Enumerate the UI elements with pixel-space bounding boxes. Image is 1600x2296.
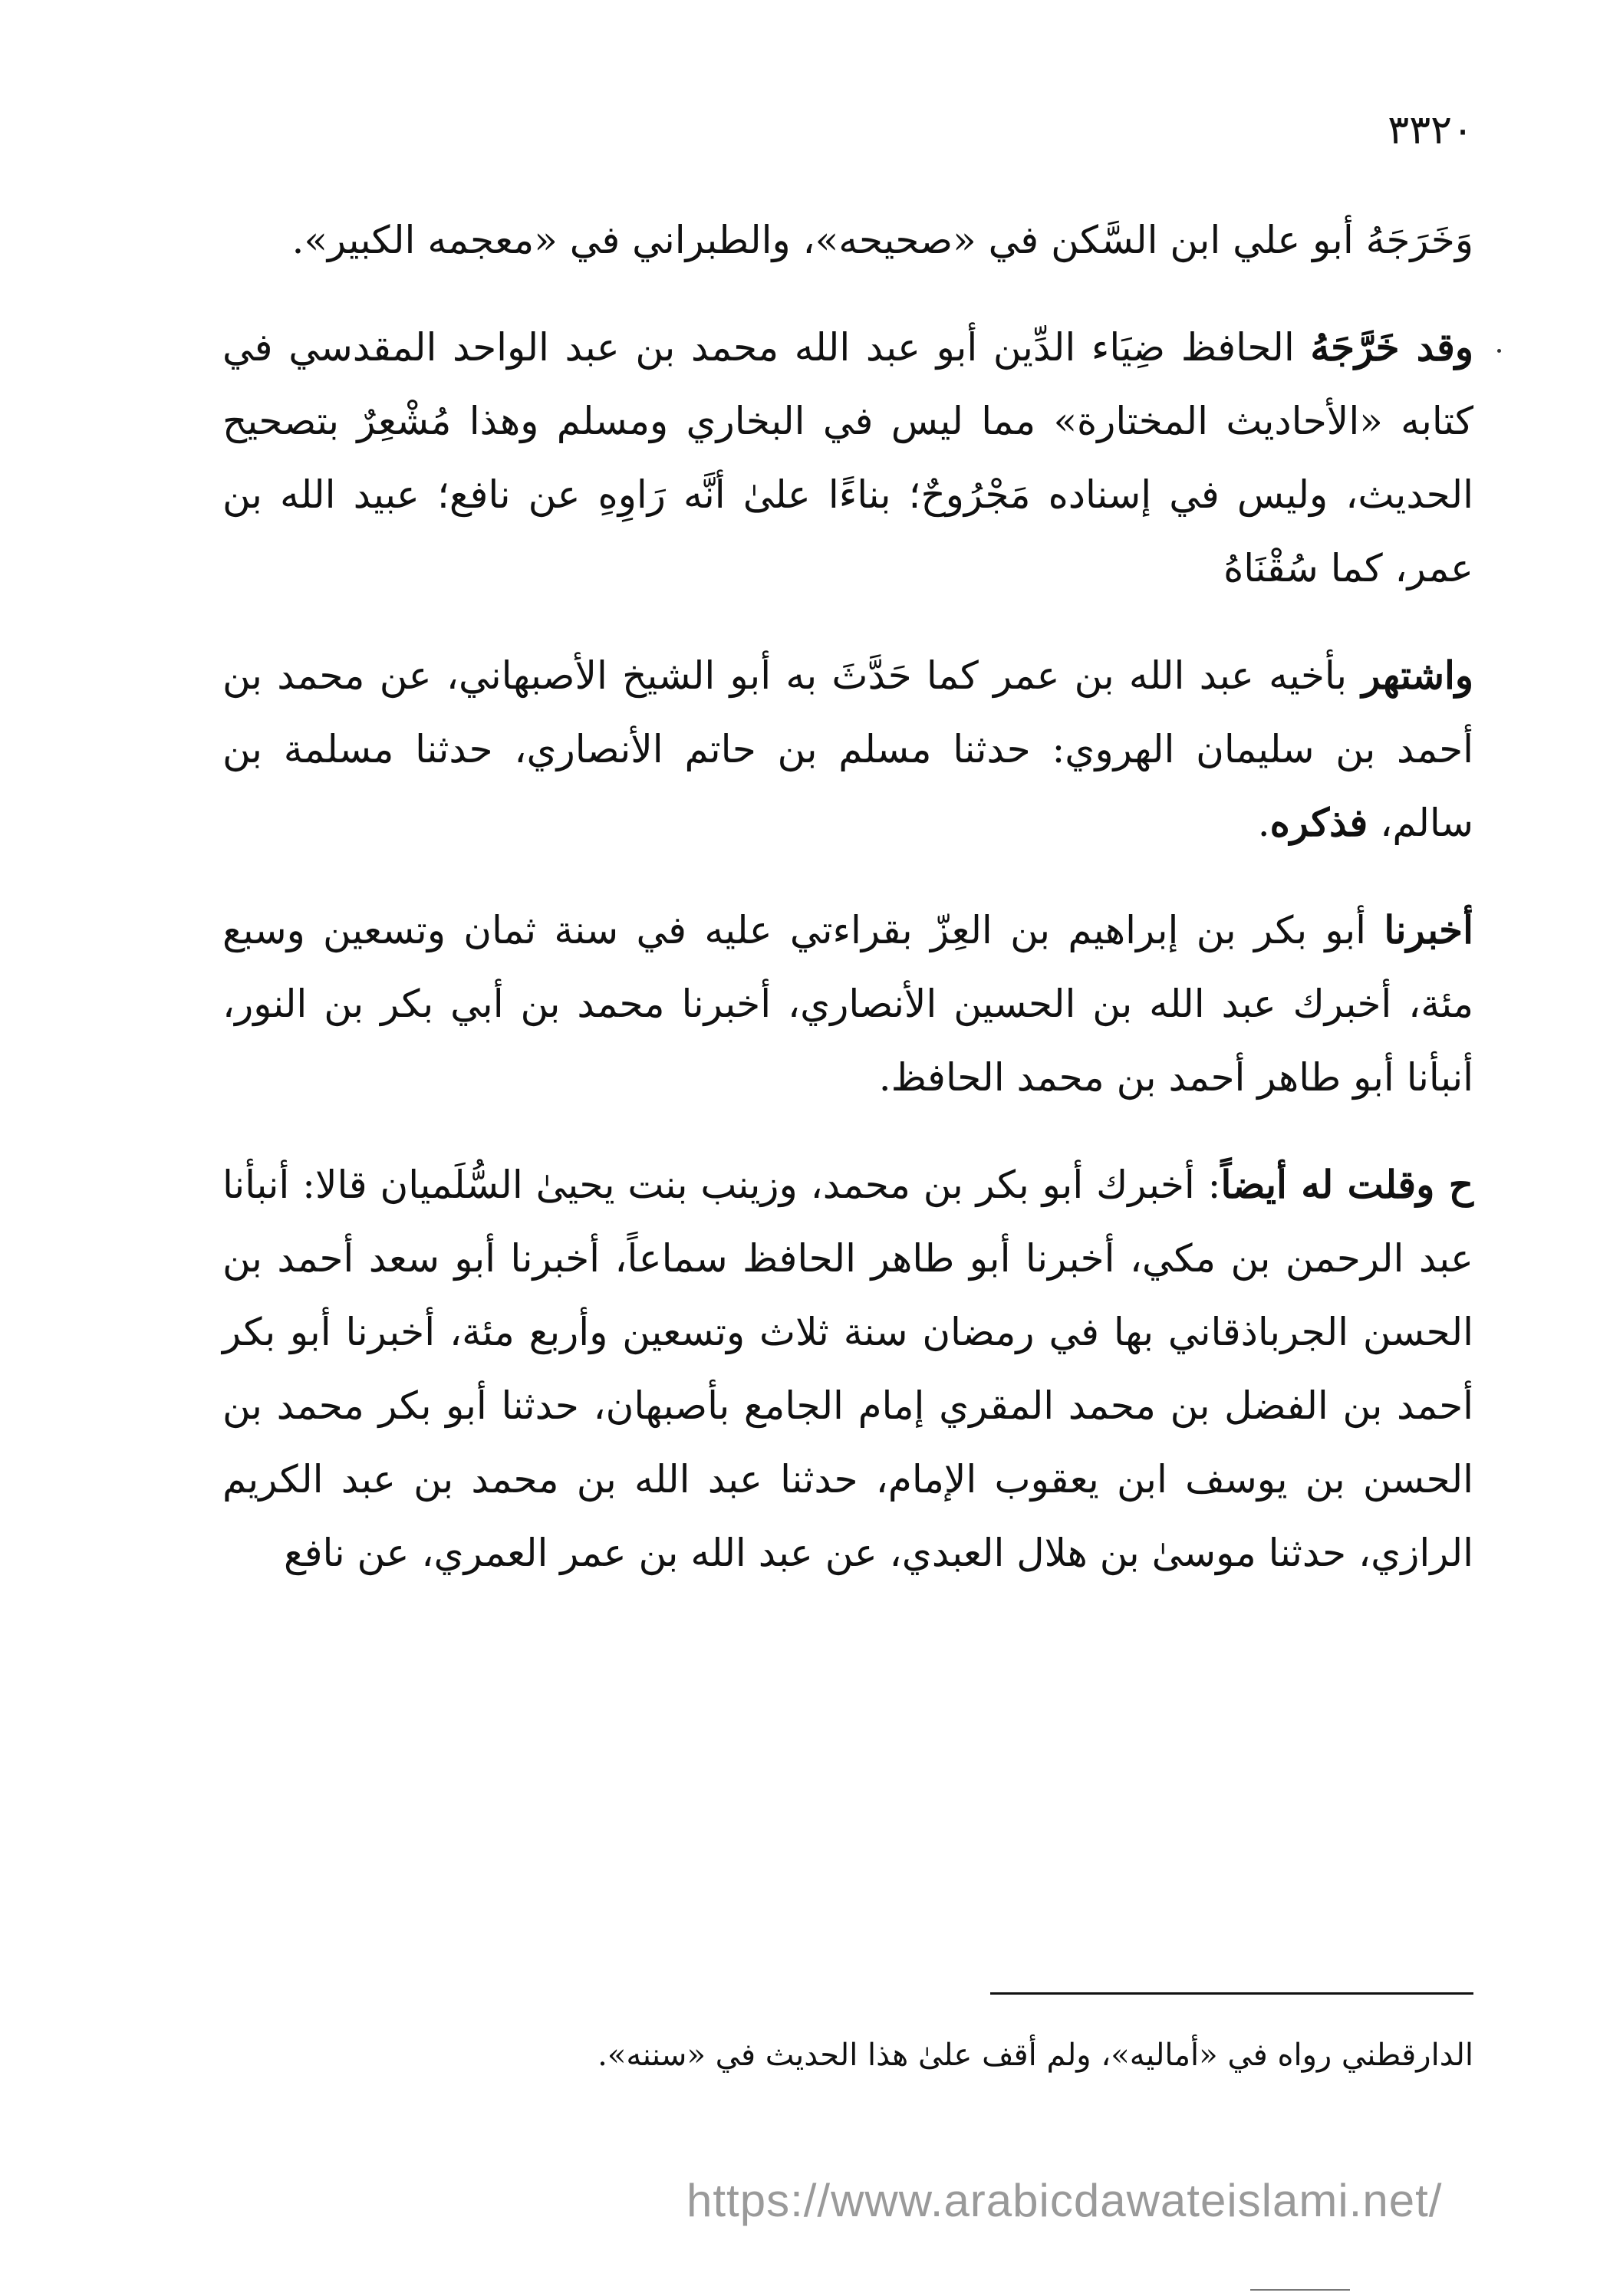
paragraph-3 (222, 639, 1473, 860)
paragraph-3-end: . (1257, 801, 1270, 845)
paragraph-2 (222, 311, 1473, 605)
paragraph-1 (222, 203, 1473, 277)
page-number: ٣٣٢٠ (1388, 107, 1473, 153)
paragraph-2-lead: وقد خَرَّجَهُ (1310, 324, 1473, 370)
paragraph-1-text: وَخَرَجَهُ أبو علي ابن السَّكن في «صحيحه»، والطبراني في «معجمه الكبير». (291, 218, 1473, 262)
stray-dot (1497, 349, 1501, 353)
paragraph-3-emphasis: فذكره (1269, 800, 1368, 845)
paragraph-4 (222, 893, 1473, 1114)
paragraph-5 (222, 1148, 1473, 1590)
footnote: الدارقطني رواه في «أماليه»، ولم أقف علىٰ هذا الحديث في «سننه». (598, 2038, 1473, 2073)
paragraph-3-text: بأخيه عبد الله بن عمر كما حَدَّثَ به أبو الشيخ الأصبهاني، عن محمد بن أحمد بن سليمان الهروي: حدثنا مسلم بن حاتم الأنصاري، حدثنا مسلمة بن سالم، (222, 653, 1473, 845)
paragraph-4-text: أبو بكر بن إبراهيم بن العِزّ بقراءتي عليه في سنة ثمان وتسعين وسبع مئة، أخبرك عبد الله بن الحسين الأنصاري، أخبرنا محمد بن أبي بكر بن النور، أنبأنا أبو طاهر أحمد بن محمد الحافظ. (222, 908, 1473, 1100)
paragraph-5-lead: ح وقلت له أيضاً (1220, 1162, 1473, 1207)
footnote-divider (990, 1992, 1473, 1995)
paragraph-2-text: الحافظ ضِيَاء الدِّين أبو عبد الله محمد بن عبد الواحد المقدسي في كتابه «الأحاديث المختارة» مما ليس في البخاري ومسلم وهذا مُشْعِرٌ بتصحيح الحديث، وليس في إسناده مَجْرُوحٌ؛ بناءًا علىٰ أنَّه رَاوِهِ عن نافع؛ عبيد الله بن عمر، كما سُقْنَاهُ (222, 325, 1473, 590)
paragraph-5-text: : أخبرك أبو بكر بن محمد، وزينب بنت يحيىٰ السُّلَميان قالا: أنبأنا عبد الرحمن بن مكي، أخبرنا أبو طاهر الحافظ سماعاً، أخبرنا أبو سعد أحمد بن الحسن الجرباذقاني بها في رمضان سنة ثلاث وتسعين وأربع مئة، أخبرنا أبو بكر أحمد بن الفضل بن محمد المقري إمام الجامع بأصبهان، حدثنا أبو بكر محمد بن الحسن بن يوسف ابن يعقوب الإمام، حدثنا عبد الله بن محمد بن عبد الكريم الرازي، حدثنا موسىٰ بن هلال العبدي، عن عبد الله بن عمر العمري، عن نافع (222, 1163, 1473, 1575)
paragraph-3-lead: واشتهر (1361, 653, 1473, 698)
paragraph-4-lead: أخبرنا (1384, 907, 1473, 952)
bottom-divider (1250, 2289, 1350, 2291)
watermark-url: https://www.arabicdawateislami.net/ (686, 2175, 1443, 2226)
main-body-text (222, 203, 1473, 1623)
